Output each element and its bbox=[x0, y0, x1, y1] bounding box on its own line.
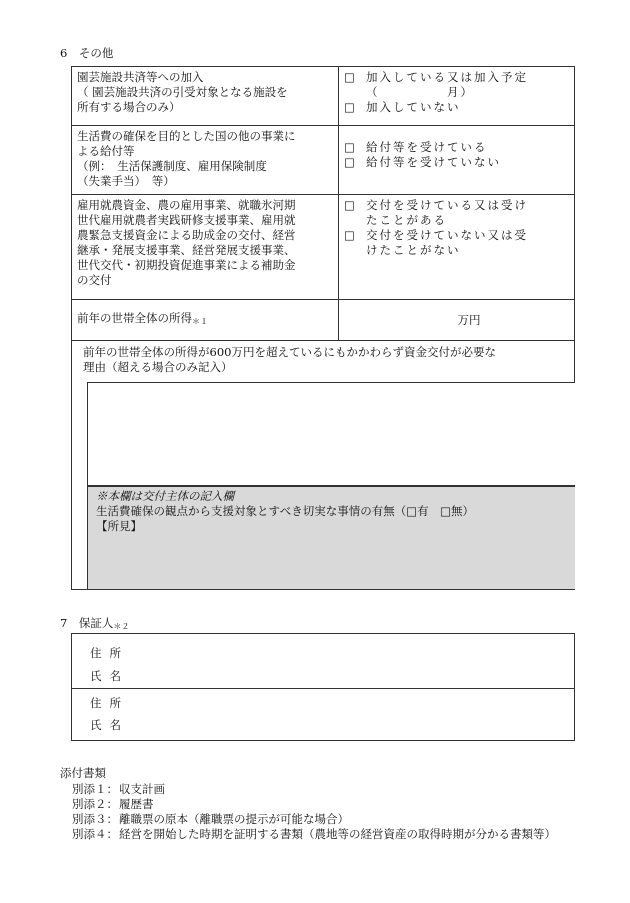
reason-input-area[interactable] bbox=[87, 382, 575, 486]
table-row bbox=[72, 195, 575, 300]
guarantor-table bbox=[71, 633, 575, 741]
attachment-text: 離職票の原本（離職票の提示が可能な場合） bbox=[119, 812, 349, 826]
option-label: 交付を受けている又は受け bbox=[366, 198, 528, 212]
cell-line: 世代雇用就農者実践研修支援事業、雇用就 bbox=[77, 213, 296, 227]
attachment-key: 別添１： bbox=[72, 782, 118, 796]
authority-note: ※本欄は交付主体の記入欄 bbox=[96, 489, 234, 503]
income-unit: 万円 bbox=[457, 312, 481, 327]
table-row bbox=[72, 300, 575, 341]
checkbox[interactable]: □ bbox=[344, 155, 355, 169]
footnote-mark: ＊２ bbox=[113, 622, 130, 631]
authority-section bbox=[87, 486, 575, 590]
checkbox[interactable]: □ bbox=[344, 198, 355, 212]
option-label: 加入していない bbox=[366, 100, 461, 114]
cell-line: 農緊急支援資金による助成金の交付、経営 bbox=[77, 228, 296, 242]
list-item bbox=[60, 782, 600, 797]
section-7-title bbox=[60, 616, 129, 634]
cell-line: 継承・発展支援事業、経営発展支援事業、 bbox=[77, 243, 296, 257]
list-item bbox=[60, 797, 600, 812]
option-spacer bbox=[344, 85, 366, 100]
attachment-key: 別添４： bbox=[72, 827, 118, 841]
table-row bbox=[72, 126, 575, 195]
cell-line: （ 園芸施設共済の引受対象となる施設を bbox=[77, 85, 288, 99]
subsidy-options-cell bbox=[339, 195, 575, 300]
insurance-label-cell bbox=[72, 67, 339, 126]
authority-question: 生活費確保の観点から支援対象とすべき切実な事情の有無（□有 □無） bbox=[96, 504, 474, 518]
checkbox[interactable]: □ bbox=[344, 140, 355, 154]
subsidy-label-cell bbox=[72, 195, 339, 300]
list-item bbox=[60, 827, 600, 842]
guarantor-2-name-label: 氏名 bbox=[90, 718, 129, 732]
reason-label-line: 理由（超える場合のみ記入） bbox=[83, 360, 233, 374]
attachments-list bbox=[60, 766, 600, 842]
cell-line: よる給付等 bbox=[77, 144, 135, 158]
reason-label-line: 前年の世帯全体の所得が600万円を超えているにもかかわらず資金交付が必要な bbox=[83, 345, 496, 359]
option-label: 給付等を受けていない bbox=[366, 155, 501, 169]
option-label: けたことがない bbox=[366, 243, 461, 257]
opinion-label: 【所見】 bbox=[96, 519, 142, 533]
option-spacer bbox=[344, 243, 366, 258]
income-label: 前年の世帯全体の所得 bbox=[77, 311, 192, 325]
attachment-text: 経営を開始した時期を証明する書類（農地等の経営資産の取得時期が分かる書類等） bbox=[119, 827, 556, 841]
cell-line: 所有する場合のみ） bbox=[77, 100, 181, 114]
income-value-cell[interactable] bbox=[339, 300, 575, 341]
checkbox[interactable]: □ bbox=[344, 100, 355, 114]
option-label: 給付等を受けている bbox=[366, 140, 488, 154]
option-label: 加入している又は加入予定 bbox=[366, 70, 528, 84]
cell-line: の交付 bbox=[77, 273, 112, 287]
guarantor-1-address-label: 住所 bbox=[90, 646, 129, 660]
attachments-title: 添付書類 bbox=[60, 766, 106, 780]
income-label-cell bbox=[72, 300, 339, 341]
other-info-table bbox=[71, 66, 575, 341]
table-row bbox=[72, 67, 575, 126]
attachment-key: 別添２： bbox=[72, 797, 118, 811]
guarantor-1-name-label: 氏名 bbox=[90, 669, 129, 683]
cell-line: 世代交代・初期投資促進事業による補助金 bbox=[77, 258, 296, 272]
benefits-options-cell bbox=[339, 126, 575, 195]
footnote-mark: ＊１ bbox=[192, 317, 208, 326]
insurance-options-cell bbox=[339, 67, 575, 126]
cell-line: （例： 生活保護制度、雇用保険制度 bbox=[77, 159, 267, 173]
option-spacer bbox=[344, 213, 366, 228]
section-7-label: 7 保証人 bbox=[60, 616, 114, 630]
option-label: たことがある bbox=[366, 213, 447, 227]
guarantor-2-address-label: 住所 bbox=[90, 696, 129, 710]
benefits-label-cell bbox=[72, 126, 339, 195]
attachment-key: 別添３： bbox=[72, 812, 118, 826]
attachment-text: 収支計画 bbox=[119, 782, 165, 796]
option-label: 交付を受けていない又は受 bbox=[366, 228, 528, 242]
checkbox[interactable]: □ bbox=[344, 70, 355, 84]
divider bbox=[72, 688, 574, 689]
cell-line: 生活費の確保を目的とした国の他の事業に bbox=[77, 129, 296, 143]
section-6-title: 6 その他 bbox=[60, 46, 114, 60]
cell-line: （失業手当） 等） bbox=[77, 174, 175, 188]
month-field[interactable]: （ 月） bbox=[366, 85, 474, 99]
list-item bbox=[60, 812, 600, 827]
checkbox[interactable]: □ bbox=[344, 228, 355, 242]
cell-line: 園芸施設共済等への加入 bbox=[77, 70, 204, 84]
attachment-text: 履歴書 bbox=[119, 797, 154, 811]
cell-line: 雇用就農資金、農の雇用事業、就職氷河期 bbox=[77, 198, 296, 212]
